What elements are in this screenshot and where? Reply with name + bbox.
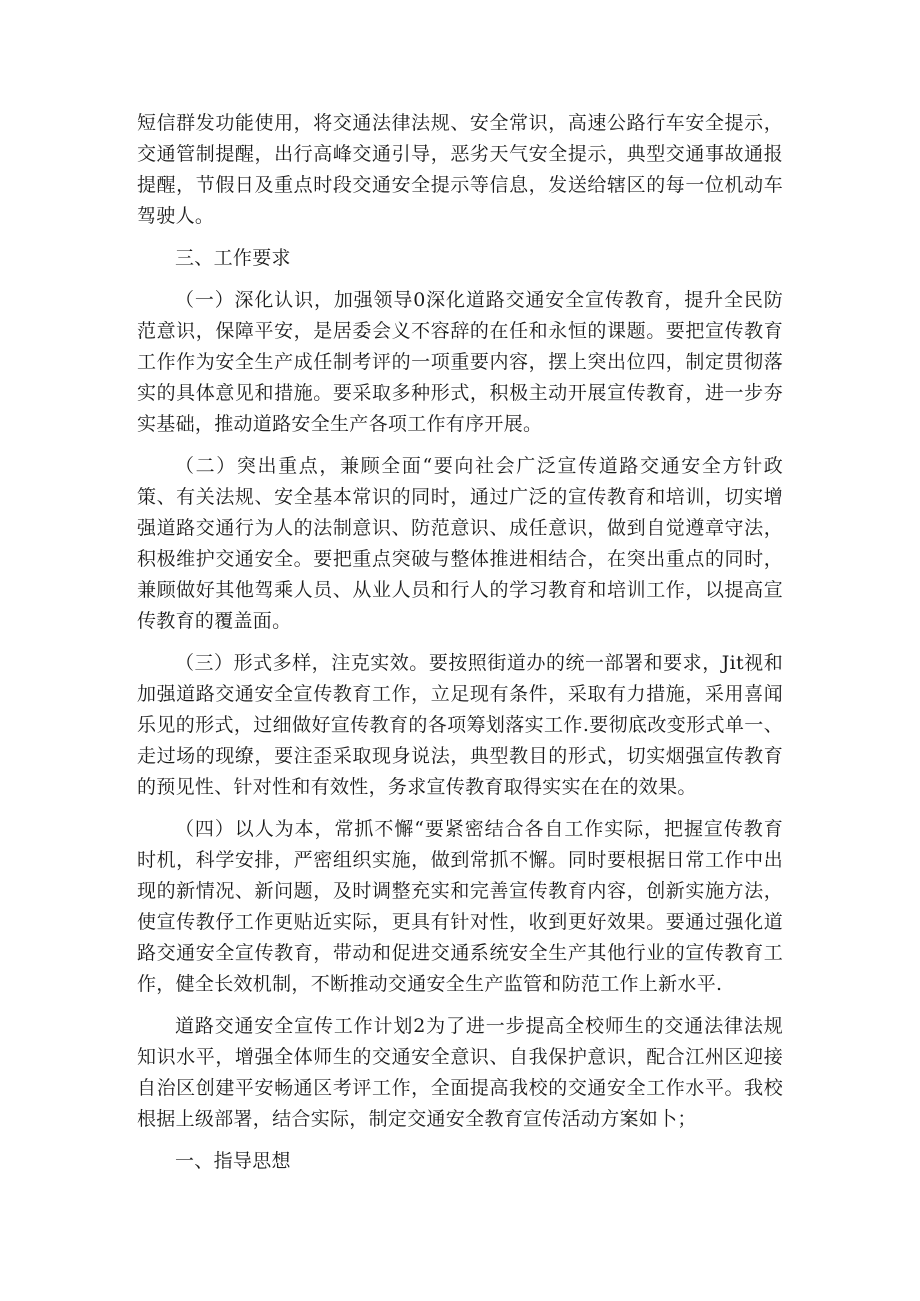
paragraph-plan-2-intro: 道路交通安全宣传工作计划2为了进一步提高全校师生的交通法律法规知识水平，增强全体师生的交通安全意识、自我保护意识，配合江州区迎接自治区创建平安畅通区考评工作，全面提高我校的交通安全工作水平。我校根据上级部署，结合实际，制定交通安全教育宣传活动方案如卜； — [137, 1015, 783, 1130]
section-heading-work-requirements: 三、工作要求 — [175, 247, 291, 269]
paragraph-item-3: （三）形式多样，注克实效。要按照街道办的统一部署和要求，Jit视和加强道路交通安全宣传教育工作，立足现有条件，采取有力措施，采用喜闻乐见的形式，过细做好宣传教育的各项筹划落实工作.要彻底改变形式单一、走过场的现缭，要注歪采取现身说法，典型教目的形式，切实烟强宣传教育的预见性、针对性和有效性，务求宣传教育取得实实在在的效果。 — [137, 652, 783, 798]
paragraph-item-2: （二）突出重点，兼顾全面“要向社会广泛宣传道路交通安全方针政策、有关法规、安全基本常识的同时，通过广泛的宣传教育和培训，切实增强道路交通行为人的法制意识、防范意识、成任意识，做到自觉遵章守法，积极维护交通安全。要把重点突破与整体推进相结合，在突出重点的同时，兼顾做好其他驾乘人员、从业人员和行人的学习教育和培训工作，以提高宣传教育的覆盖面。 — [137, 455, 783, 632]
section-heading-guiding-ideology: 一、指导思想 — [175, 1150, 291, 1172]
paragraph-item-4: （四）以人为本，常抓不懈“要紧密结合各自工作实际，把握宣传教育时机，科学安排，严密组织实施，做到常抓不懈。同时要根据日常工作中出现的新情况、新问题，及时调整充实和完善宣传教育内容，创新实施方法，使宣传教伃工作更贴近实际，更具有针对性，收到更好效果。要通过强化道路交通安全宣传教育，带动和促进交通系统安全生产其他行业的宣传教育工作，健全长效机制，不断推动交通安全生产监管和防范工作上新水平. — [137, 818, 783, 995]
paragraph-item-1: （一）深化认识，加强领导0深化道路交通安全宣传教育，提升全民防范意识，保障平安，是居委会义不容辞的在任和永恒的课题。要把宣传教育工作作为安全生产成任制考评的一项重要内容，摆上突出位四，制定贯彻落实的具体意见和措施。要采取多种形式，积极主动开展宣传教育，进一步夯实基础，推动道路安全生产各项工作有序开展。 — [137, 289, 783, 435]
document-page — [137, 108, 783, 1177]
paragraph-continuation: 短信群发功能使用，将交通法律法规、安全常识，高速公路行车安全提示，交通管制提醒，出行高峰交通引导，恶劣天气安全提示，典型交通事故通报提醒，节假日及重点时段交通安全提示等信息，发送给辖区的每一位机动车驾驶人。 — [137, 112, 783, 227]
